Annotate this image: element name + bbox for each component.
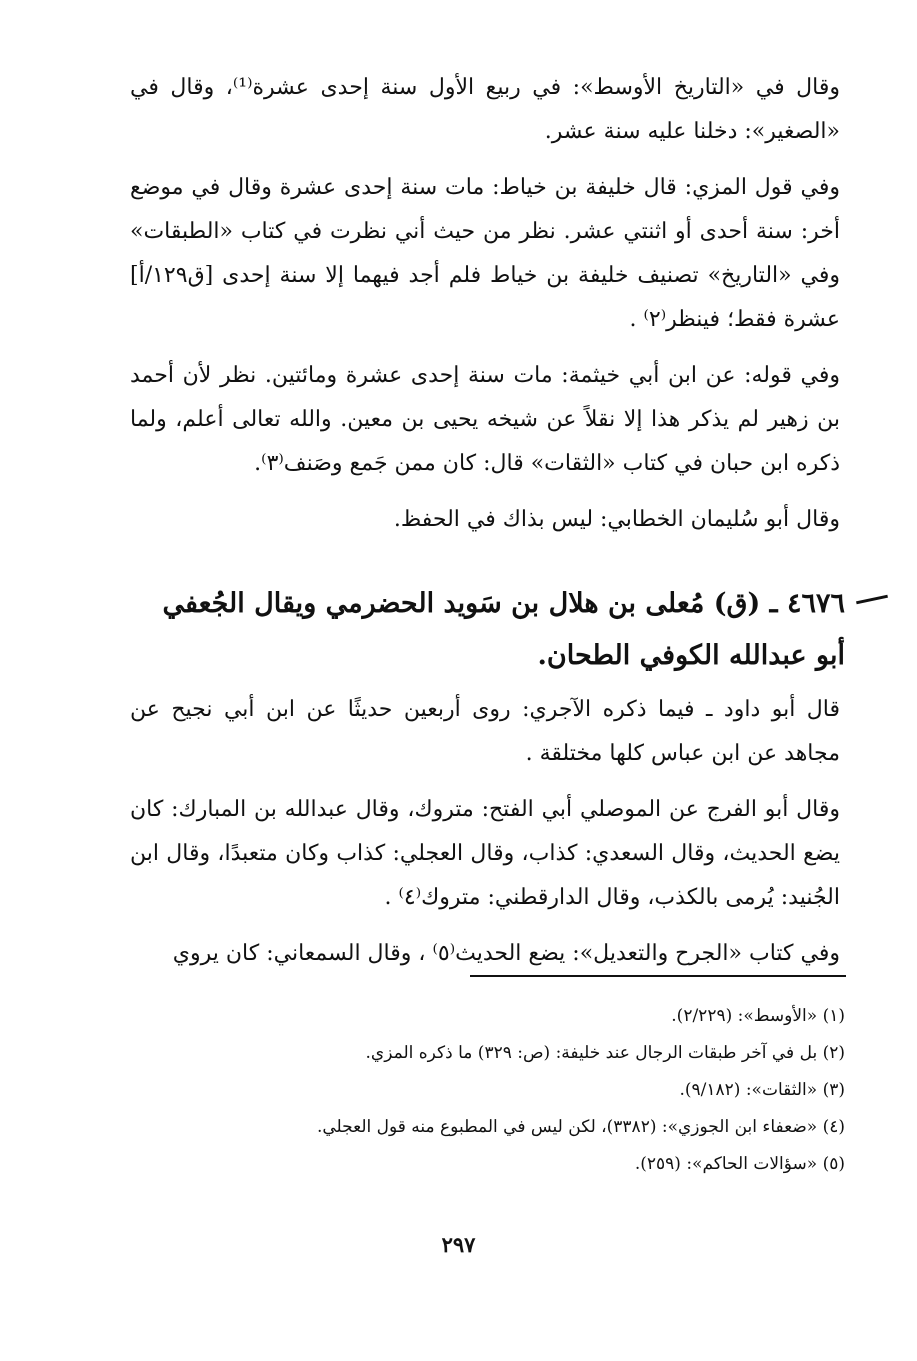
paragraph-tarikh-awsat: وقال في «التاريخ الأوسط»: في ربيع الأول سنة إحدى عشرة⁽¹⁾، وقال في «الصغير»: دخلنا عليه سنة عشر. xyxy=(130,75,841,144)
footnote-1: (١) «الأوسط»: (٢/٢٢٩). xyxy=(671,1006,845,1026)
paragraph-jarh-tadil: وفي كتاب «الجرح والتعديل»: يضع الحديث⁽٥⁾ ، وقال السمعاني: كان يروي xyxy=(172,941,840,966)
footnote-separator xyxy=(470,975,846,977)
margin-dash-mark xyxy=(856,595,888,605)
body-text-entry xyxy=(130,688,840,976)
entry-heading: ٤٦٧٦ ـ (ق) مُعلى بن هلال بن سَويد الحضرمي ويقال الجُعفي أبو عبدالله الكوفي الطحان. xyxy=(162,588,845,671)
body-text-top xyxy=(130,66,840,542)
paragraph-khattabi: وقال أبو سُليمان الخطابي: ليس بذاك في الحفظ. xyxy=(393,507,840,532)
paragraph-mizzi-note: وفي قول المزي: قال خليفة بن خياط: مات سنة إحدى عشرة وقال في موضع أخر: سنة أحدى أو اثنتي عشر. نظر من حيث أني نظرت في كتاب «الطبقات» وفي «التاريخ» تصنيف خليفة بن خياط فلم أجد فيهما إلا سنة إحدى [ق١٢٩/أ] عشرة فقط؛ فينظر⁽٢⁾ . xyxy=(130,175,840,332)
paragraph-ibn-abi-khaythama: وفي قوله: عن ابن أبي خيثمة: مات سنة إحدى عشرة ومائتين. نظر لأن أحمد بن زهير لم يذكر هذا إلا نقلاً عن شيخه يحيى بن معين. والله تعالى أعلم، ولما ذكره ابن حبان في كتاب «الثقات» قال: كان ممن جَمع وصَنف⁽٣⁾. xyxy=(130,363,840,476)
footnote-5: (٥) «سؤالات الحاكم»: (٢٥٩). xyxy=(634,1154,845,1174)
footnote-4: (٤) «ضعفاء ابن الجوزي»: (٣٣٨٢)، لكن ليس في المطبوع منه قول العجلي. xyxy=(316,1117,845,1137)
footnotes xyxy=(130,998,845,1183)
page-number: ٢٩٧ xyxy=(441,1232,476,1257)
footnote-3: (٣) «الثقات»: (٩/١٨٢). xyxy=(679,1080,845,1100)
paragraph-abu-dawud: قال أبو داود ـ فيما ذكره الآجري: روى أربعين حديثًا عن ابن أبي نجيح عن مجاهد عن ابن عباس كلها مختلقة . xyxy=(130,697,840,766)
paragraph-abu-al-faraj: وقال أبو الفرج عن الموصلي أبي الفتح: متروك، وقال عبدالله بن المبارك: كان يضع الحديث، وقال السعدي: كذاب، وقال العجلي: كذاب وكان متعبدًا، وقال ابن الجُنيد: يُرمى بالكذب، وقال الدارقطني: متروك⁽٤⁾ . xyxy=(130,797,840,910)
footnote-2: (٢) بل في آخر طبقات الرجال عند خليفة: (ص: ٣٢٩) ما ذكره المزي. xyxy=(365,1043,845,1063)
